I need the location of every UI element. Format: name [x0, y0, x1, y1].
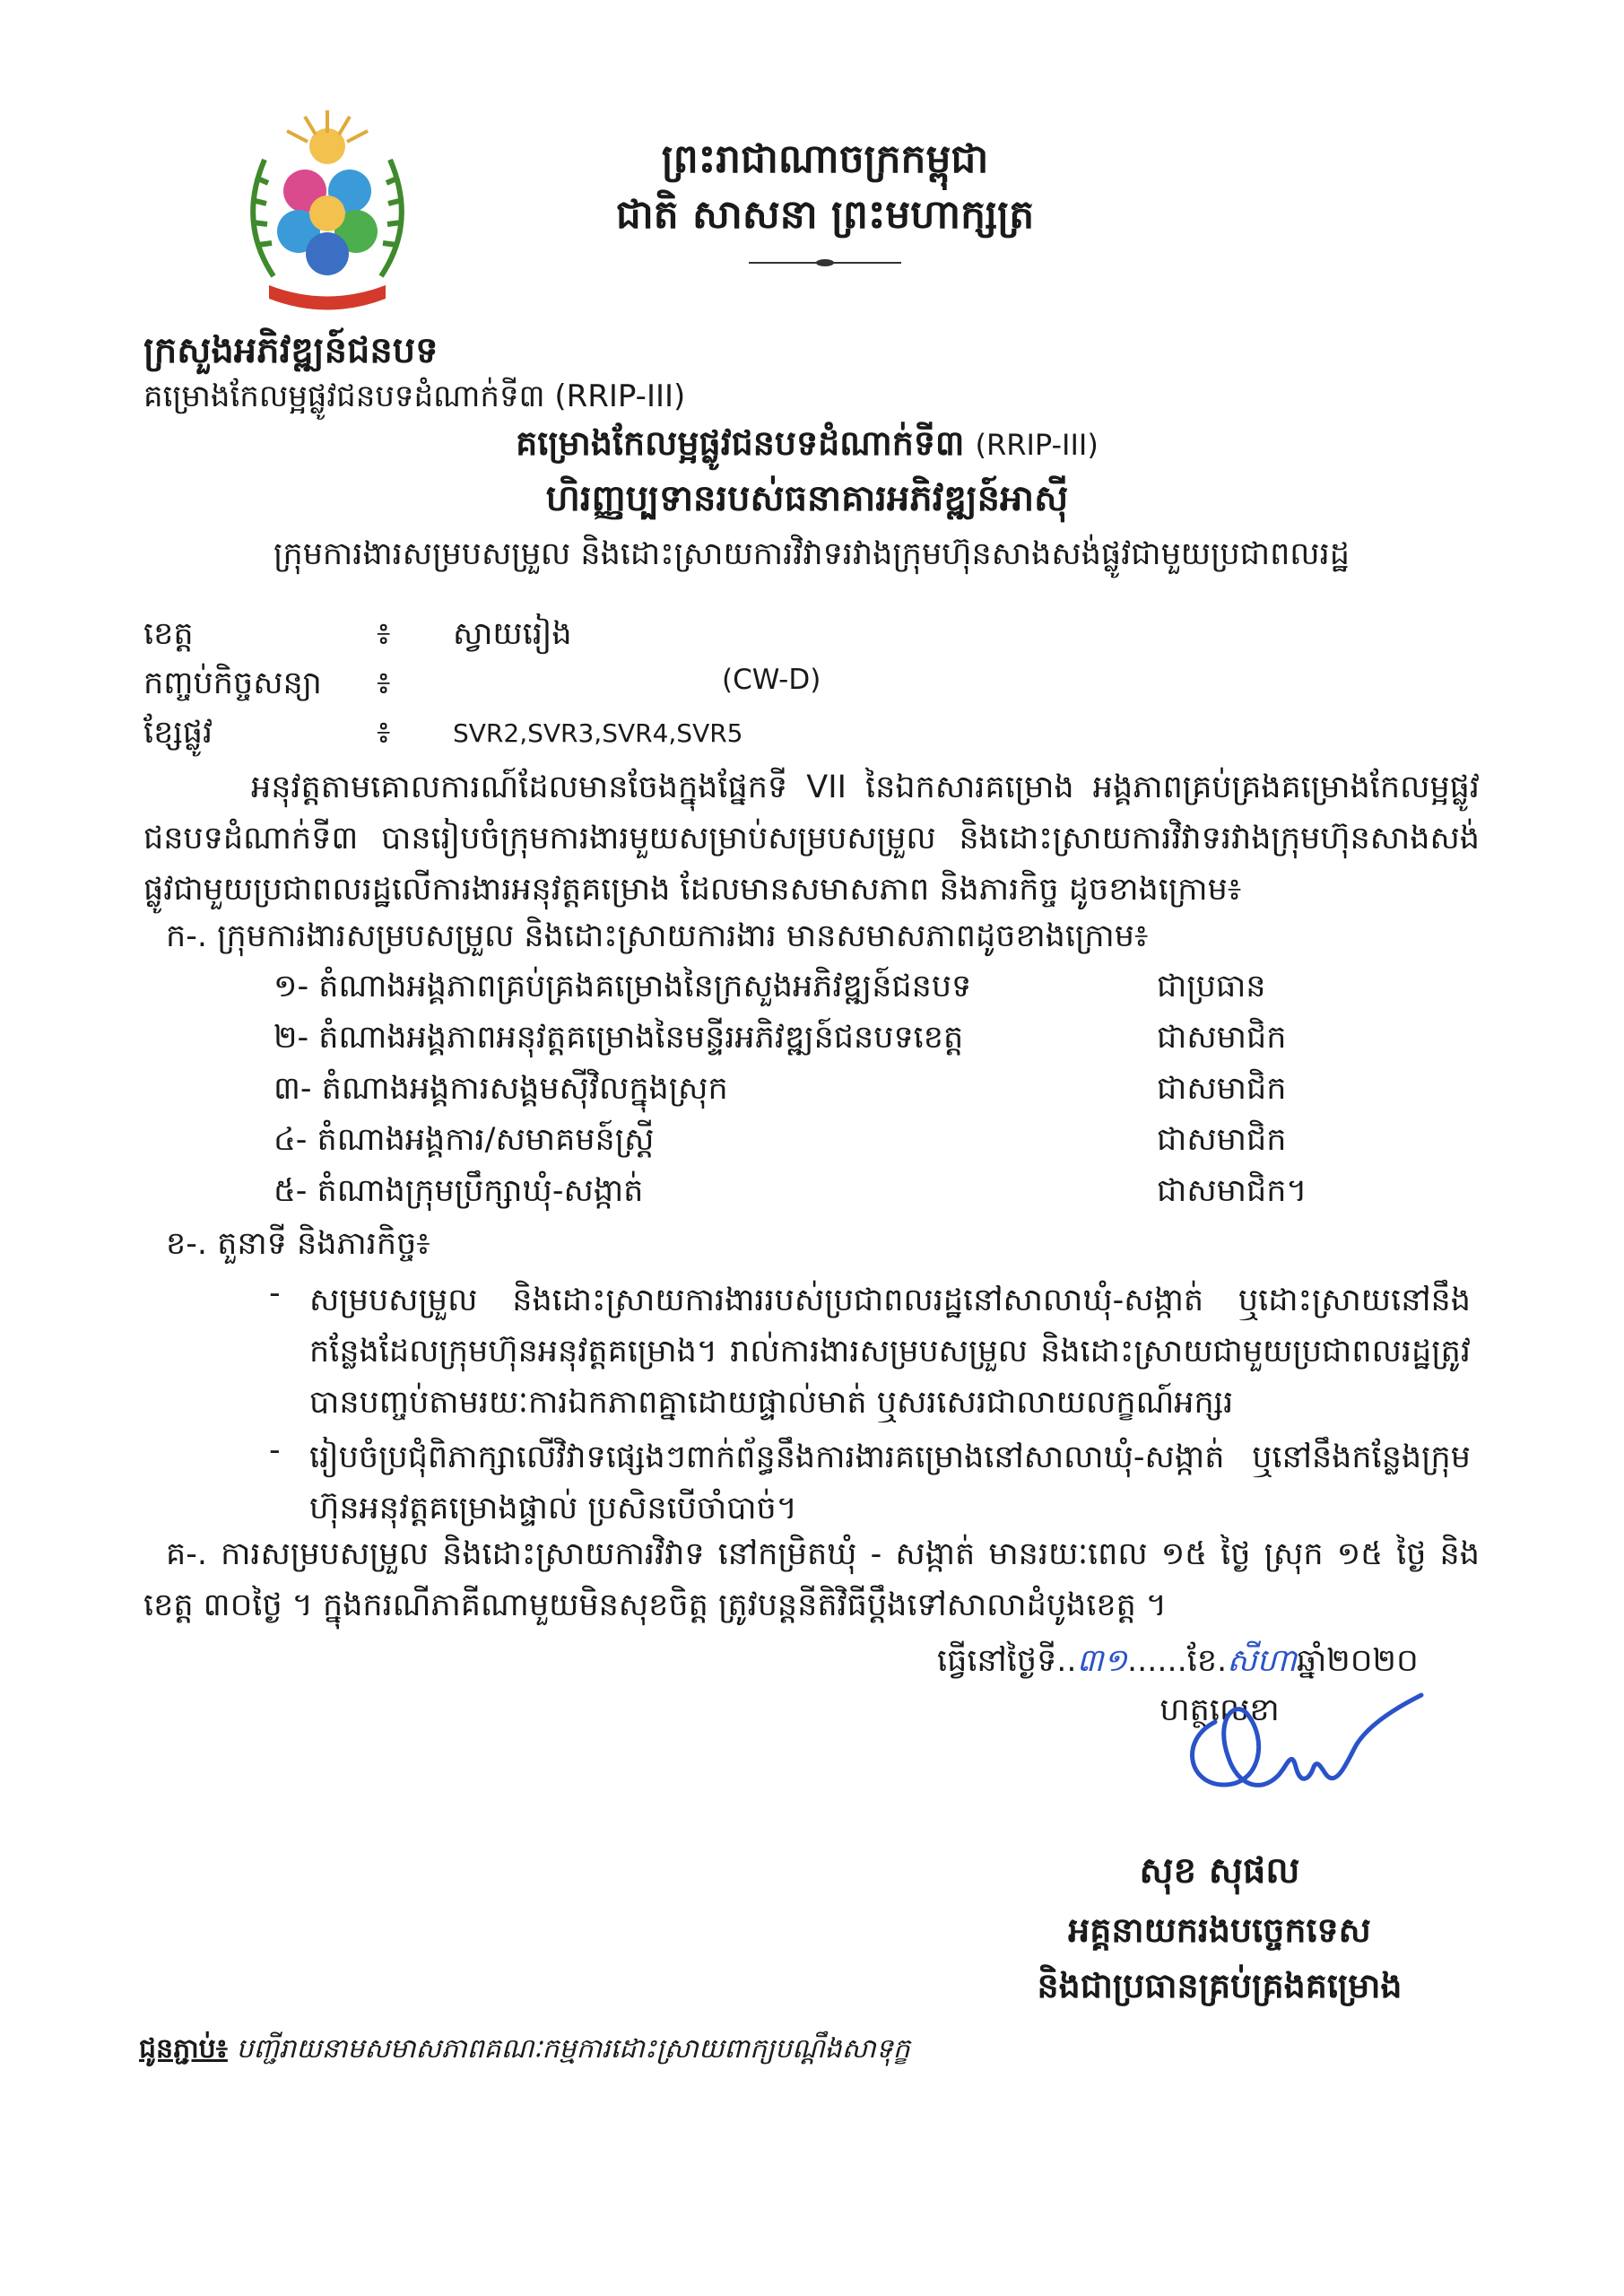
member-row: [274, 1120, 1394, 1171]
member-row: [274, 1069, 1394, 1120]
info-value: (CW-D): [722, 664, 821, 696]
kingdom-heading: ព្រះរាជាណាចក្រកម្ពុជា: [661, 136, 989, 182]
member-role: ជាសមាជិក: [1157, 1020, 1287, 1056]
signer-name: សុខ សុផល: [1139, 1850, 1300, 1892]
duty-item: [269, 1432, 1471, 1535]
member-text: ១- តំណាងអង្គភាពគ្រប់គ្រងគម្រោងនៃក្រសួងអភិវឌ្ឍន៍ជនបទ: [274, 969, 972, 1004]
member-role: ជាសមាជិក: [1157, 1071, 1287, 1107]
member-role: ជាសមាជិក។: [1157, 1173, 1307, 1209]
sun-rays-icon: [287, 110, 368, 164]
member-list: [274, 967, 1394, 1222]
date-year: ឆ្នាំ២០២០: [1296, 1643, 1419, 1679]
signer-title-1: អគ្គនាយករងបច្ចេកទេស: [1068, 1910, 1371, 1950]
project-line: គម្រោងកែលម្អផ្លូវជនបទដំណាក់ទី៣ (RRIP-III): [143, 378, 686, 414]
bullet-dash: -: [269, 1432, 281, 1468]
title-1-khmer: គម្រោងកែលម្អផ្លូវជនបទដំណាក់ទី៣: [516, 423, 965, 463]
ribbon-banner-icon: [269, 285, 386, 310]
duty-item: [269, 1275, 1471, 1429]
title-1: [269, 422, 1345, 472]
info-row: [143, 664, 1489, 713]
info-label: ខេត្ត: [143, 616, 194, 652]
member-role: ជាសមាជិក: [1157, 1122, 1287, 1158]
info-colon: ៖: [377, 715, 391, 751]
title-2: ហិរញ្ញប្បទានរបស់ធនាគារអភិវឌ្ឍន៍អាស៊ី: [545, 478, 1069, 519]
motto-heading: ជាតិ សាសនា ព្រះមហាក្សត្រ: [615, 192, 1035, 238]
duty-text: សម្របសម្រួល និងដោះស្រាយការងាររបស់ប្រជាពលរដ្ឋនៅសាលាឃុំ-សង្កាត់ ឬដោះស្រាយនៅនឹងកន្លែងដែលក្រុមហ៊ុនអនុវត្តគម្រោង។ រាល់ការងារសម្របសម្រួល និងដោះស្រាយជាមួយប្រជាពលរដ្ឋត្រូវបានបញ្ចប់តាមរយៈការឯកភាពគ្នាដោយផ្ទាល់មាត់ ឬសរសេរជាលាយលក្ខណ៍អក្សរ: [309, 1283, 1471, 1421]
ministry-name: ក្រសួងអភិវឌ្ឍន៍ជនបទ: [143, 330, 439, 371]
member-text: ៣- តំណាងអង្គការសង្គមស៊ីវិលក្នុងស្រុក: [274, 1071, 728, 1107]
info-row: [143, 614, 1489, 664]
signature-label: ហត្ថលេខា: [1159, 1692, 1280, 1728]
signer-title-2: និងជាប្រធានគ្រប់គ្រងគម្រោង: [1037, 1966, 1403, 2005]
duty-text: រៀបចំប្រជុំពិភាក្សាលើវិវាទផ្សេងៗពាក់ព័ន្ធនឹងការងារគម្រោងនៅសាលាឃុំ-សង្កាត់ ឬនៅនឹងកន្លែងក្រុមហ៊ុនអនុវត្តគម្រោងផ្ទាល់ ប្រសិនបើចាំបាច់។: [309, 1439, 1471, 1526]
member-text: ២- តំណាងអង្គភាពអនុវត្តគម្រោងនៃមន្ទីរអភិវឌ្ឍន៍ជនបទខេត្ត: [274, 1020, 964, 1056]
date-line: [937, 1641, 1419, 1687]
section-ko-paragraph: គ-. ការសម្របសម្រួល និងដោះស្រាយការវិវាទ នៅកម្រិតឃុំ - សង្កាត់ មានរយៈពេល ១៥ ថ្ងៃ ស្រុក ១៥ ថ្ងៃ និង ខេត្ត ៣០ថ្ងៃ ។ ក្នុងករណីភាគីណាមួយមិនសុខចិត្ត ត្រូវបន្តនីតិវិធីប្តឹងទៅសាលាដំបូងខេត្ត ។: [143, 1536, 1480, 1623]
info-row: [143, 713, 1489, 762]
title-3: ក្រុមការងារសម្របសម្រួល និងដោះស្រាយការវិវាទរវាងក្រុមហ៊ុនសាងសង់ផ្លូវជាមួយប្រជាពលរដ្ឋ: [274, 536, 1350, 572]
info-value: SVR2,SVR3,SVR4,SVR5: [453, 718, 743, 748]
info-colon: ៖: [377, 616, 391, 652]
info-label: កញ្ចប់កិច្ចសន្យា: [143, 665, 322, 701]
section-kha-heading: ខ-. តួនាទី និងភារកិច្ច៖: [166, 1226, 430, 1262]
member-role: ជាប្រធាន: [1157, 969, 1266, 1004]
attachment-label: ជូនភ្ជាប់៖: [139, 2033, 228, 2065]
member-row: [274, 967, 1394, 1018]
duty-list: [269, 1275, 1471, 1535]
info-label: ខ្សែផ្លូវ: [143, 715, 213, 751]
attachment-text: បញ្ជីរាយនាមសមាសភាពគណៈកម្មការដោះស្រាយពាក្យបណ្តឹងសាទុក្ខ: [236, 2033, 910, 2065]
title-1-code: (RRIP-III): [975, 428, 1099, 462]
ornament-divider: [749, 253, 901, 260]
flower-emblem-icon: [277, 170, 378, 275]
bullet-dash: -: [269, 1275, 281, 1311]
info-colon: ៖: [377, 665, 391, 701]
date-prefix: ធ្វើនៅថ្ងៃទី..: [937, 1643, 1077, 1679]
member-row: [274, 1171, 1394, 1222]
date-mid: ......ខែ.: [1126, 1643, 1228, 1679]
info-block: [143, 614, 1489, 762]
info-value: ស្វាយរៀង: [453, 616, 572, 652]
date-day: ៣១: [1076, 1643, 1127, 1679]
ministry-logo: [229, 106, 426, 321]
attachment-note: [139, 2031, 910, 2071]
member-text: ៤- តំណាងអង្គការ/សមាគមន៍ស្ត្រី: [274, 1122, 655, 1158]
section-ka-heading: ក-. ក្រុមការងារសម្របសម្រួល និងដោះស្រាយការងារ មានសមាសភាពដូចខាងក្រោម៖: [166, 918, 1149, 954]
member-text: ៥- តំណាងក្រុមប្រឹក្សាឃុំ-សង្កាត់: [274, 1173, 644, 1209]
intro-paragraph: អនុវត្តតាមគោលការណ៍ដែលមានចែងក្នុងផ្នែកទី VII នៃឯកសារគម្រោង អង្គភាពគ្រប់គ្រងគម្រោងកែលម្អផ្លូវជនបទដំណាក់ទី៣ បានរៀបចំក្រុមការងារមួយសម្រាប់សម្របសម្រួល និងដោះស្រាយការវិវាទរវាងក្រុមហ៊ុនសាងសង់ផ្លូវជាមួយប្រជាពលរដ្ឋលើការងារអនុវត្តគម្រោង ដែលមានសមាសភាព និងភារកិច្ច ដូចខាងក្រោម៖: [143, 770, 1480, 908]
member-row: [274, 1018, 1394, 1069]
handwritten-signature: [1161, 1686, 1430, 1830]
date-month: សីហា: [1227, 1643, 1297, 1679]
